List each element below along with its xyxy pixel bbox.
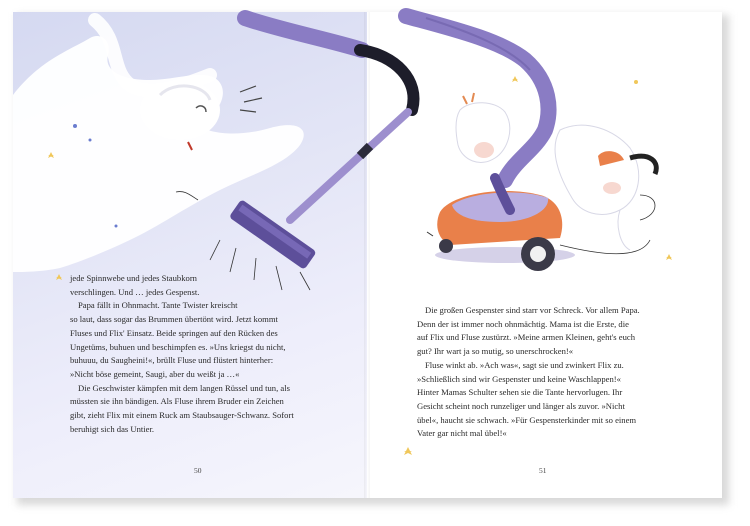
right-paragraph-line: Die großen Gespenster sind starr vor Schreck. Vor allem Papa. <box>425 305 640 315</box>
right-paragraph-line: Vater gar nicht mal übel!« <box>417 428 507 439</box>
left-page-text <box>70 272 360 436</box>
left-paragraph-line: beruhigt sich das Untier. <box>70 423 155 434</box>
left-paragraph-line: so laut, dass sogar das Brummen übertönt wird. Jetzt kommt <box>70 314 278 325</box>
left-paragraph-line: jede Spinnwebe und jedes Staubkorn <box>70 273 197 283</box>
right-paragraph-line: Fluse winkt ab. »Ach was«, sagt sie und zwinkert Flix zu. <box>425 359 624 370</box>
left-paragraph-line: Ungetüms, buhuen und beschimpfen es. »Uns kriegst du nicht, <box>70 341 286 352</box>
big-ghost-illustration <box>13 20 304 280</box>
left-paragraph-line: Die Geschwister kämpfen mit dem langen Rüssel und tun, als <box>78 382 290 393</box>
left-paragraph-line: buhuuu, du Saugheini!«, brüllt Fluse und flüstert hinterher: <box>70 355 274 366</box>
right-paragraph-line: Denn der ist immer noch ohnmächtig. Mama ist die Erste, die <box>417 318 629 329</box>
left-paragraph-line: müssten sie ihn bändigen. Als Fluse ihrem Bruder ein Zeichen <box>70 396 284 407</box>
right-paragraph-line: gut? Ihr wart ja so mutig, so unerschrocken!« <box>417 346 574 357</box>
right-paragraph-line: auf Flix und Fluse zustürzt. »Meine armen Kleinen, geht's euch <box>417 332 636 343</box>
right-paragraph-line: übel«, haucht sie schwach. »Für Gespensterkinder mit so einem <box>417 414 637 425</box>
right-page-text <box>417 304 717 441</box>
right-paragraph-line: Hinter Mamas Schulter sehen sie die Tante hervorlugen. Ihr <box>417 387 623 398</box>
page-number-left: 50 <box>194 466 202 475</box>
right-paragraph-line: »Schließlich sind wir Gespenster und keine Waschlappen!« <box>417 373 621 384</box>
left-paragraph-line: gibt, zieht Flix mit einem Ruck am Staubsauger-Schwanz. Sofort <box>70 410 294 421</box>
left-paragraph-line: »Nicht böse gemeint, Saugi, aber du weißt ja …« <box>70 368 240 379</box>
left-paragraph-line: Fluses und Flix' Einsatz. Beide springen auf den Rücken des <box>70 327 278 338</box>
right-paragraph-line: Gesicht scheint noch runzeliger und länger als zuvor. »Nicht <box>417 400 625 411</box>
left-paragraph-line: verschlingen. Und … jedes Gespenst. <box>70 286 200 297</box>
left-paragraph-line: Papa fällt in Ohnmacht. Tante Twister kreischt <box>78 300 238 311</box>
page-number-right: 51 <box>539 466 547 475</box>
